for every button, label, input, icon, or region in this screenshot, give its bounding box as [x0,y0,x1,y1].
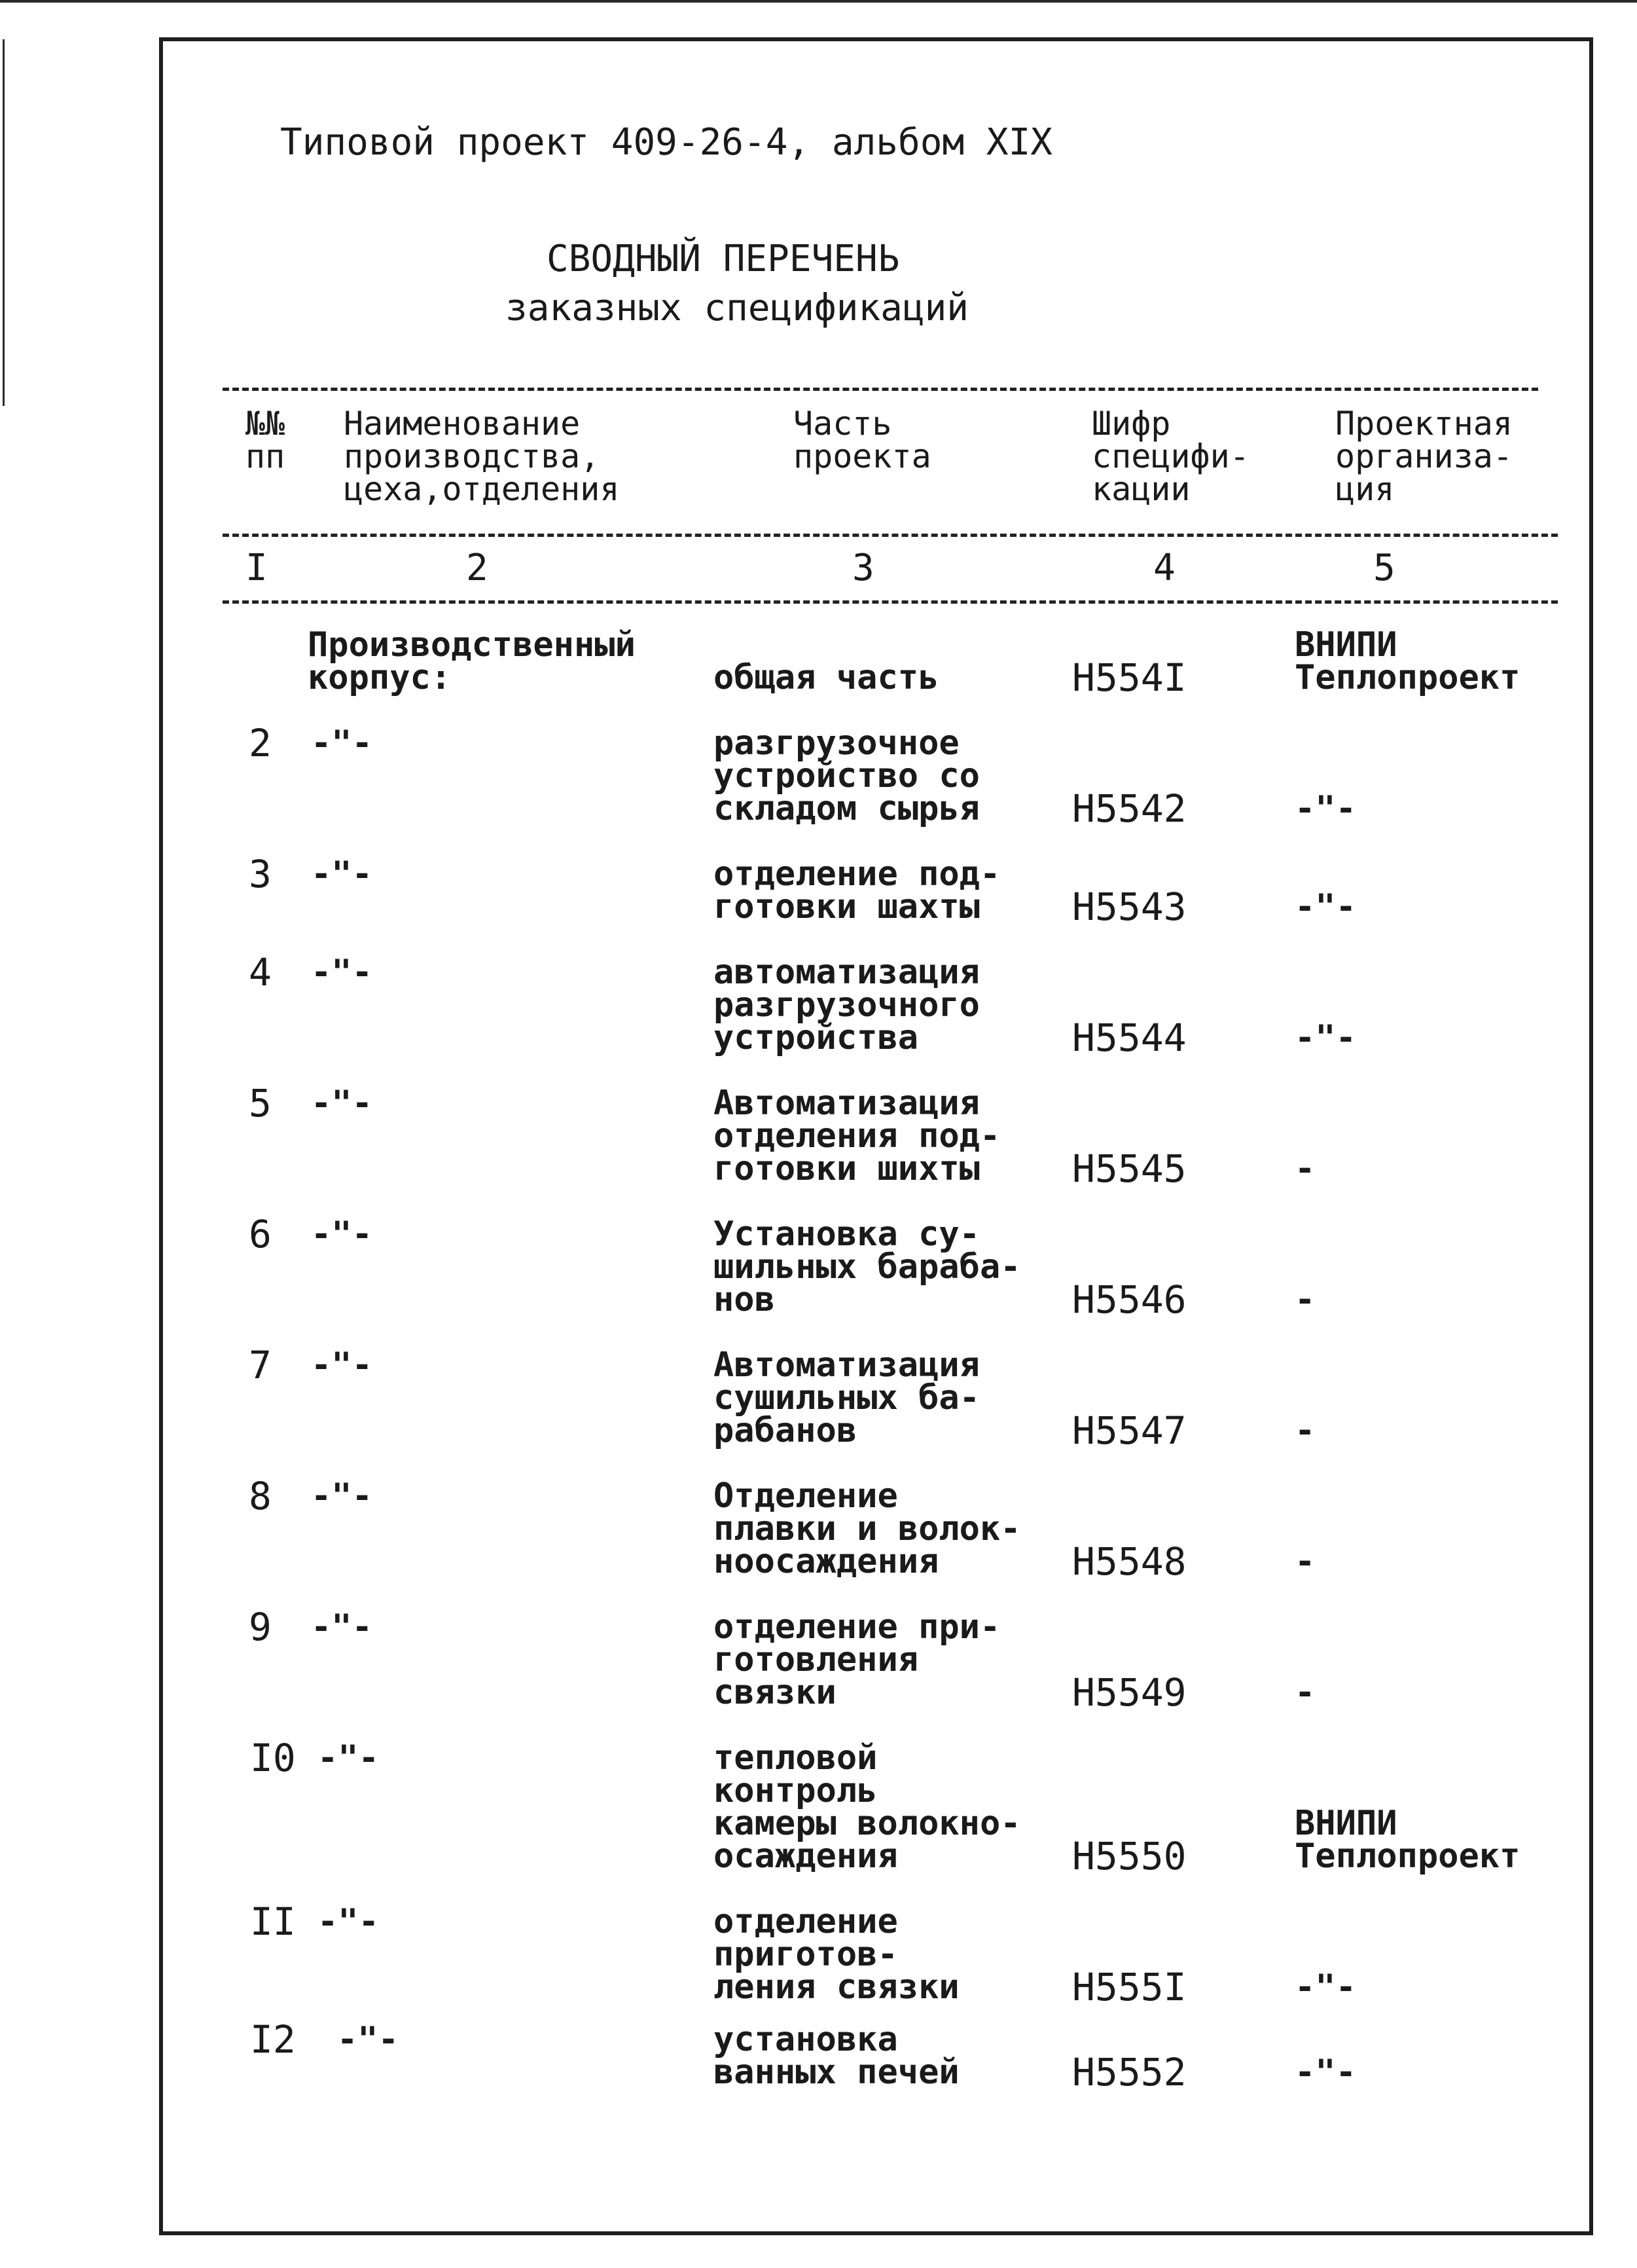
row-number: 5 [249,1081,272,1125]
row-part: отделение [713,1902,898,1941]
row-name: корпус: [308,658,452,697]
row-org: ВНИПИ [1295,1804,1397,1843]
row-org: -"- [1295,887,1356,926]
header-top-rule [223,388,1538,391]
row-name: -"- [317,1738,379,1778]
column-header-2-line: цеха,отделения [344,470,620,508]
row-part: автоматизация [713,953,980,992]
row-name: -"- [311,1345,372,1385]
header-bottom-rule [223,600,1558,604]
row-org: ВНИПИ [1295,625,1397,665]
row-number: II [250,1899,296,1944]
row-name: -"- [311,1215,372,1254]
row-code: Н5550 [1072,1834,1187,1878]
row-org: Теплопроект [1295,1837,1520,1876]
row-code: Н555I [1072,1965,1187,2009]
row-part: отделения под- [713,1116,1001,1156]
column-header-3-line: Часть [793,405,892,443]
row-name: -"- [311,1084,372,1123]
row-part: отделение под- [713,854,1001,894]
row-number: 2 [249,721,272,765]
row-part: общая часть [713,658,939,697]
row-part: разгрузочного [713,985,980,1025]
row-name: -"- [317,1902,379,1941]
row-name: -"- [311,723,372,763]
column-header-5-line: Проектная [1335,405,1513,443]
column-header-3-line: проекта [793,437,931,475]
row-part: Автоматизация [713,1084,980,1123]
row-part: рабанов [713,1411,857,1450]
row-name: Производственный [308,625,636,665]
row-code: Н5547 [1072,1408,1187,1453]
row-part: связки [713,1673,836,1712]
column-header-4-line: Шифр [1092,405,1171,443]
column-number-2: 2 [466,547,488,589]
row-org: - [1295,1542,1316,1581]
row-org: - [1295,1149,1316,1188]
row-part: ванных печей [713,2053,960,2092]
column-header-1-line: №№ [245,405,285,443]
column-header-4-line: кации [1092,470,1191,508]
row-part: разгрузочное [713,723,960,763]
row-part: складом сырья [713,789,980,828]
scan-edge-left [3,39,5,406]
row-code: Н5543 [1072,885,1187,929]
row-part: ноосаждения [713,1542,939,1581]
row-part: камеры волокно- [713,1804,1021,1843]
row-org: -"- [1295,789,1356,828]
row-code: Н554I [1072,655,1187,700]
row-code: Н5542 [1072,786,1187,831]
column-number-1: I [245,547,268,589]
column-number-4: 4 [1153,547,1176,589]
row-org: - [1295,1280,1316,1319]
row-part: приготов- [713,1935,898,1974]
column-header-5-line: ция [1335,470,1395,508]
row-part: устройство со [713,756,980,796]
row-part: ления связки [713,1967,960,2007]
column-header-2-line: производства, [344,437,600,475]
row-org: -"- [1295,2053,1356,2092]
row-code: Н5544 [1072,1015,1187,1060]
row-number: 4 [249,950,272,995]
row-part: шильных бараба- [713,1247,1021,1287]
row-part: готовки шахты [713,887,980,926]
row-part: сушильных ба- [713,1378,980,1418]
row-number: I0 [250,1736,296,1780]
row-name: -"- [311,953,372,992]
row-part: Отделение [713,1476,898,1516]
row-part: Установка су- [713,1215,980,1254]
row-name: -"- [311,1476,372,1516]
row-org: Теплопроект [1295,658,1520,697]
row-part: Автоматизация [713,1345,980,1385]
row-part: устройства [713,1018,919,1057]
row-code: Н5548 [1072,1539,1187,1584]
column-number-3: 3 [852,547,874,589]
row-code: Н5545 [1072,1146,1187,1191]
row-part: нов [713,1280,775,1319]
document-title: Типовой проект 409-26-4, альбом XIX [280,121,1053,164]
row-part: отделение при- [713,1607,1001,1647]
scan-edge-top [0,0,1637,3]
row-code: Н5549 [1072,1670,1187,1715]
row-number: 9 [249,1605,272,1649]
column-number-5: 5 [1373,547,1395,589]
row-org: - [1295,1673,1316,1712]
header-mid-rule [223,534,1558,537]
row-part: готовки шихты [713,1149,980,1188]
row-org: -"- [1295,1967,1356,2007]
row-part: контроль [713,1771,878,1810]
row-number: 7 [249,1343,272,1387]
row-number: 6 [249,1212,272,1256]
row-name: -"- [311,854,372,894]
list-subheading: заказных спецификаций [505,287,969,329]
row-name: -"- [337,2020,399,2059]
column-header-2-line: Наименование [344,405,581,443]
row-number: I2 [250,2017,296,2062]
row-org: -"- [1295,1018,1356,1057]
row-code: Н5546 [1072,1277,1187,1322]
row-part: плавки и волок- [713,1509,1021,1548]
row-part: тепловой [713,1738,878,1778]
row-name: -"- [311,1607,372,1647]
row-org: - [1295,1411,1316,1450]
row-part: осаждения [713,1837,898,1876]
column-header-5-line: организа- [1335,437,1513,475]
row-part: готовления [713,1640,919,1679]
row-part: установка [713,2020,898,2059]
list-heading: СВОДНЫЙ ПЕРЕЧЕНЬ [547,238,900,280]
column-header-1-line: пп [245,437,285,475]
row-code: Н5552 [1072,2050,1187,2094]
row-number: 8 [249,1474,272,1518]
column-header-4-line: специфи- [1092,437,1250,475]
row-number: 3 [249,852,272,896]
